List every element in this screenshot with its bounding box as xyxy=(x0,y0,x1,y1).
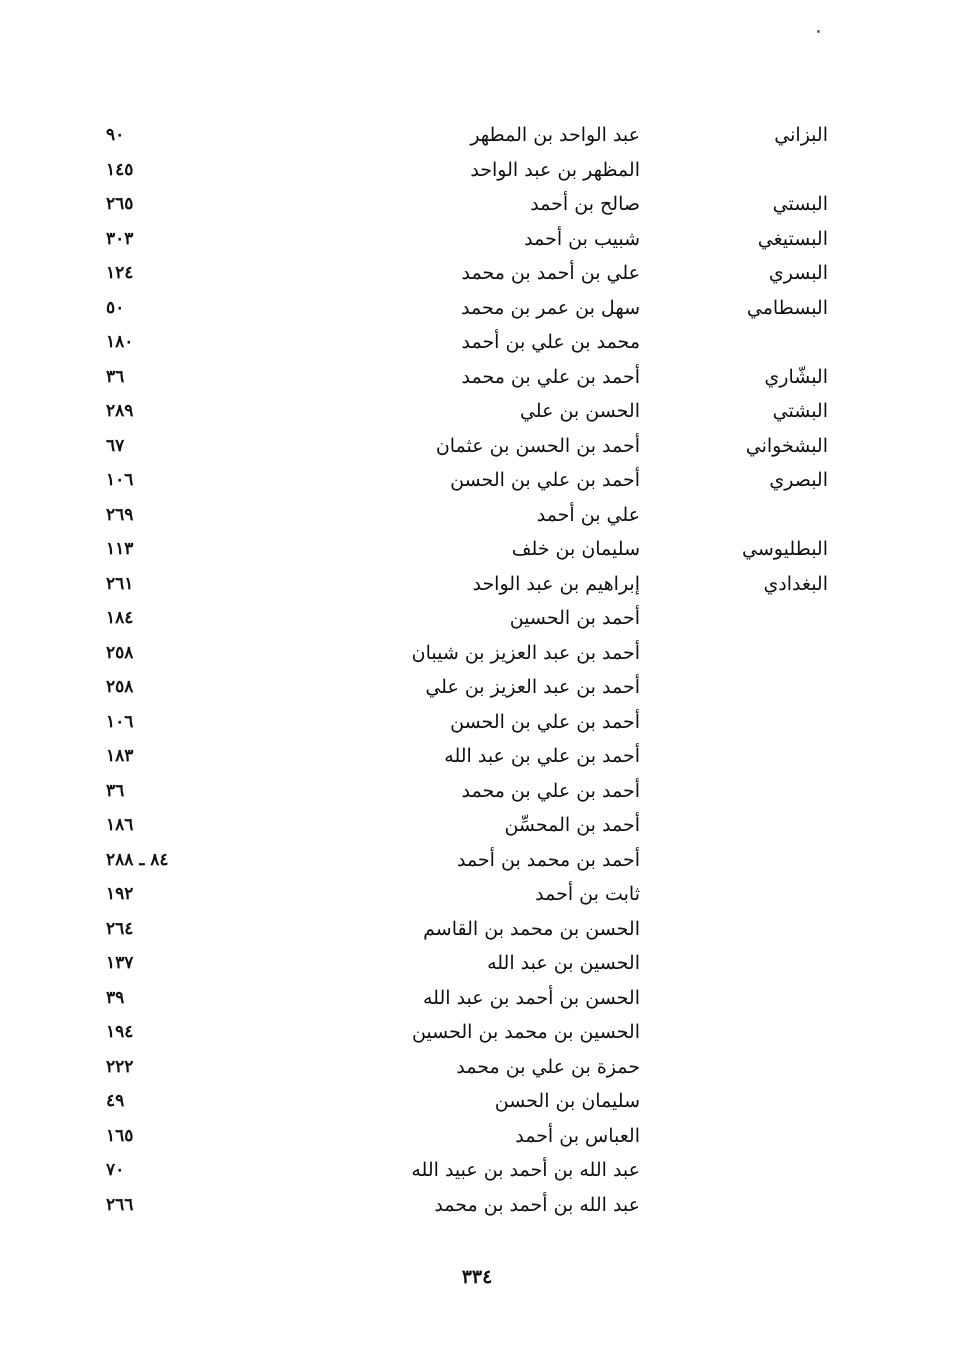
page-reference: ١٣٧ xyxy=(106,953,134,973)
page-reference: ١٨٦ xyxy=(106,815,134,835)
page-reference: ١٠٦ xyxy=(106,711,134,732)
index-row xyxy=(100,1015,836,1050)
index-row xyxy=(100,394,836,429)
index-row xyxy=(100,532,836,567)
nisba-label: البسري xyxy=(768,262,828,284)
page-reference: ٢٦١ xyxy=(106,573,134,594)
person-name: أحمد بن علي بن الحسن xyxy=(450,710,640,733)
index-row xyxy=(100,843,836,878)
person-name: أحمد بن الحسن بن عثمان xyxy=(435,434,640,457)
page-reference: ٧٠ xyxy=(106,1160,125,1180)
person-name: أحمد بن علي بن محمد xyxy=(461,365,640,388)
index-row xyxy=(100,325,836,360)
index-row xyxy=(100,429,836,464)
page-reference: ٢٥٨ xyxy=(106,677,134,697)
page-reference: ٢٦٤ xyxy=(106,918,134,939)
person-name: أحمد بن المحسِّن xyxy=(504,814,640,836)
page-reference: ٢٨٩ xyxy=(106,401,134,421)
nisba-label: البستيغي xyxy=(757,227,828,250)
index-row xyxy=(100,153,836,188)
nisba-label: البصري xyxy=(769,469,828,491)
person-name: الحسين بن محمد بن الحسين xyxy=(411,1021,640,1043)
index-row xyxy=(100,636,836,671)
page-reference: ١٨٠ xyxy=(106,332,134,352)
page-reference: ٢٦٩ xyxy=(106,504,134,525)
person-name: سهل بن عمر بن محمد xyxy=(461,296,640,319)
index-row xyxy=(100,1119,836,1154)
index-row xyxy=(100,222,836,257)
page-reference: ١٤٥ xyxy=(106,159,134,180)
page-reference: ١٦٥ xyxy=(106,1125,134,1146)
page-reference: ١٩٤ xyxy=(106,1022,134,1042)
person-name: شبيب بن أحمد xyxy=(524,227,640,250)
index-row xyxy=(100,360,836,395)
index-row xyxy=(100,1188,836,1223)
nisba-label: البشّاري xyxy=(764,365,828,388)
person-name: صالح بن أحمد xyxy=(530,193,640,215)
person-name: الحسن بن علي xyxy=(519,400,640,422)
page-reference: ٣٦ xyxy=(106,780,125,801)
person-name: عبد الله بن أحمد بن عبيد الله xyxy=(411,1159,640,1181)
index-row xyxy=(100,705,836,740)
nisba-label: البسطامي xyxy=(746,296,828,319)
page-reference: ٢٥٨ xyxy=(106,642,134,663)
page-reference: ٢٦٥ xyxy=(106,194,134,214)
index-row xyxy=(100,877,836,912)
page-reference: ١٨٤ xyxy=(106,608,134,628)
index-row xyxy=(100,291,836,326)
person-name: أحمد بن عبد العزيز بن شيبان xyxy=(411,641,640,664)
person-name: حمزة بن علي بن محمد xyxy=(456,1055,640,1078)
index-row xyxy=(100,1153,836,1188)
page-number: ٣٣٤ xyxy=(461,1266,493,1288)
person-name: عبد الله بن أحمد بن محمد xyxy=(434,1193,640,1216)
person-name: أحمد بن عبد العزيز بن علي xyxy=(425,676,640,698)
scan-speck xyxy=(817,30,820,33)
person-name: الحسن بن أحمد بن عبد الله xyxy=(422,986,640,1009)
page-reference: ١٢٤ xyxy=(106,263,134,283)
person-name: إبراهيم بن عبد الواحد xyxy=(472,572,640,595)
page-reference: ٩٠ xyxy=(106,125,125,145)
page-reference: ٥٠ xyxy=(106,297,125,318)
person-name: أحمد بن الحسين xyxy=(509,607,640,629)
nisba-label: البغدادي xyxy=(763,572,828,595)
index-row xyxy=(100,1050,836,1085)
nisba-label: البشتي xyxy=(772,400,828,422)
person-name: أحمد بن علي بن عبد الله xyxy=(444,745,640,767)
index-row xyxy=(100,256,836,291)
person-name: العباس بن أحمد xyxy=(515,1124,640,1147)
nisba-label: البشخواني xyxy=(745,434,828,457)
index-row xyxy=(100,463,836,498)
page-reference: ١١٣ xyxy=(106,539,134,559)
page-reference: ٨٤ ـ ٢٨٨ xyxy=(106,849,169,870)
person-name: أحمد بن محمد بن أحمد xyxy=(456,848,640,871)
person-name: أحمد بن علي بن الحسن xyxy=(450,469,640,491)
nisba-label: البطليوسي xyxy=(742,538,828,560)
page-reference: ٤٩ xyxy=(106,1091,125,1111)
nisba-label: البستي xyxy=(772,193,828,215)
index-row xyxy=(100,118,836,153)
index-row xyxy=(100,187,836,222)
person-name: علي بن أحمد بن محمد xyxy=(461,262,640,284)
person-name: علي بن أحمد xyxy=(536,503,640,526)
index-row xyxy=(100,567,836,602)
person-name: محمد بن علي بن أحمد xyxy=(461,331,640,353)
page-reference: ٦٧ xyxy=(106,435,125,456)
person-name: ثابت بن أحمد xyxy=(535,883,640,905)
index-row xyxy=(100,670,836,705)
nisba-label: البزاني xyxy=(774,124,828,146)
index-table xyxy=(100,118,836,1222)
page-reference: ٣٦ xyxy=(106,366,125,387)
person-name: الحسين بن عبد الله xyxy=(487,952,640,974)
person-name: الحسن بن محمد بن القاسم xyxy=(423,917,640,940)
index-row xyxy=(100,912,836,947)
page-reference: ٣٩ xyxy=(106,987,125,1008)
person-name: المظهر بن عبد الواحد xyxy=(470,158,640,181)
index-row xyxy=(100,981,836,1016)
index-row xyxy=(100,498,836,533)
index-row xyxy=(100,808,836,843)
index-row xyxy=(100,739,836,774)
index-row xyxy=(100,601,836,636)
index-row xyxy=(100,1084,836,1119)
person-name: سليمان بن الحسن xyxy=(494,1090,640,1112)
person-name: أحمد بن علي بن محمد xyxy=(461,779,640,802)
page-reference: ١٨٣ xyxy=(106,746,134,766)
page-reference: ٣٠٣ xyxy=(106,228,134,249)
page-reference: ١٠٦ xyxy=(106,470,134,490)
person-name: سليمان بن خلف xyxy=(511,538,640,560)
page-reference: ٢٢٢ xyxy=(106,1056,134,1077)
page-reference: ١٩٢ xyxy=(106,884,134,904)
index-row xyxy=(100,946,836,981)
page-reference: ٢٦٦ xyxy=(106,1194,134,1215)
person-name: عبد الواحد بن المطهر xyxy=(470,124,640,146)
index-row xyxy=(100,774,836,809)
